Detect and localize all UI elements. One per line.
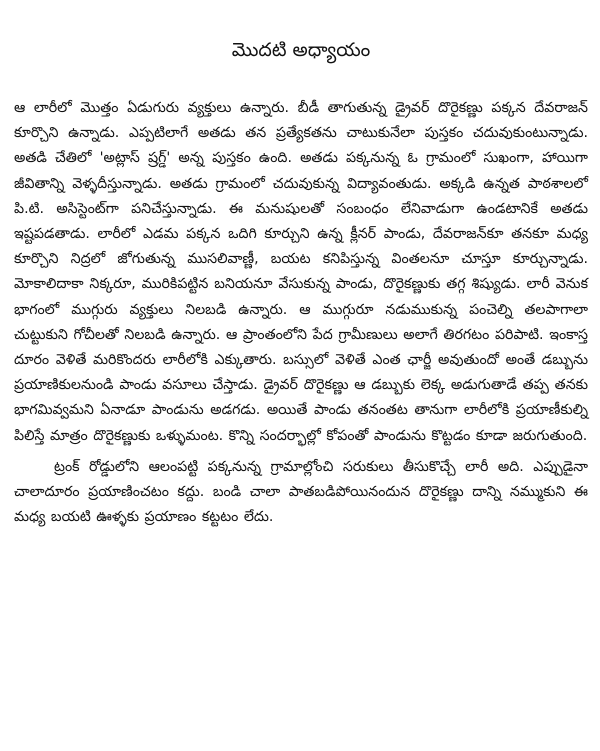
chapter-title: మొదటి అధ్యాయం — [231, 39, 371, 61]
paragraph: ఆ లారీలో మొత్తం ఏడుగురు వ్యక్తులు ఉన్నారు. బీడీ తాగుతున్న డ్రైవర్ దొరైకణ్ణు పక్కన దేవరాజన్ కూర్చొని ఉన్నాడు. ఎప్పటిలాగే అతడు తన ప్రత్యేకతను చాటుకునేలా పుస్తకం చదువుకుంటున్నాడు. అతడి చేతిలో 'అట్లాస్ ష్రగ్డ్' అన్న పుస్తకం ఉంది. అతడు పక్కనున్న ఓ గ్రామంలో సుఖంగా, హాయిగా జీవితాన్ని వెళ్ళదీస్తున్నాడు. అతడు గ్రామంలో చదువుకున్న విద్యావంతుడు. అక్కడి ఉన్నత పాఠశాలలో పి.టి. అసిస్టెంట్‌గా పనిచేస్తున్నాడు. ఈ మనుషులతో సంబంధం లేనివాడుగా ఉండటానికే అతడు ఇష్టపడతాడు. లారీలో ఎడమ పక్కన ఒదిగి కూర్చుని ఉన్న క్లీనర్ పాండు, దేవరాజన్‌కూ తనకూ మధ్య కూర్చొని నిద్రలో జోగుతున్న ముసలివాణ్ణీ, బయట కనిపిస్తున్న వింతలనూ చూస్తూ కూర్చున్నాడు. మోకాలిదాకా నిక్కరూ, మురికిపట్టిన బనియనూ వేసుకున్న పాండు, దొరైకణ్ణుకు తగ్గ శిష్యుడు. లారీ వెనుక భాగంలో ముగ్గురు వ్యక్తులు నిలబడి ఉన్నారు. ఆ ముగ్గురూ నడుముకున్న పంచెల్ని తలపాగాలా చుట్టుకుని గోచీలతో నిలబడి ఉన్నారు. ఆ ప్రాంతంలోని పేద గ్రామీణులు అలాగే తిరగటం పరిపాటి. ఇంకాస్త దూరం వెళితే మరికొందరు లారీలోకి ఎక్కుతారు. బస్సులో వెళితే ఎంత ఛార్జీ అవుతుందో అంతే డబ్బును ప్రయాణికులనుండి పాండు వసూలు చేస్తాడు. డ్రైవర్ దొరైకణ్ణు ఆ డబ్బుకు లెక్క అడుగుతాడే తప్ప తనకు భాగమివ్వమని ఏనాడూ పాండును అడగడు. అయితే పాండు తనంతట తానుగా లారీలోకి ప్రయాణీకుల్ని పిలిస్తే మాత్రం దొరైకణ్ణుకు ఒళ్ళుమంట. కొన్ని సందర్భాల్లో కోపంతో పాండును కొట్టడం కూడా జరుగుతుంది. — [14, 100, 588, 444]
paragraph: ట్రంక్ రోడ్డులోని ఆలంపట్టి పక్కనున్న గ్రామాల్లోంచి సరుకులు తీసుకొచ్చే లారీ అది. ఎప్పుడైనా చాలాదూరం ప్రయాణించటం కద్దు. బండి చాలా పాతబడిపోయినందున దొరైకణ్ణు దాన్ని నమ్ముకుని ఈ మధ్య బయటి ఊళ్ళకు ప్రయాణం కట్టటం లేదు. — [14, 458, 588, 526]
